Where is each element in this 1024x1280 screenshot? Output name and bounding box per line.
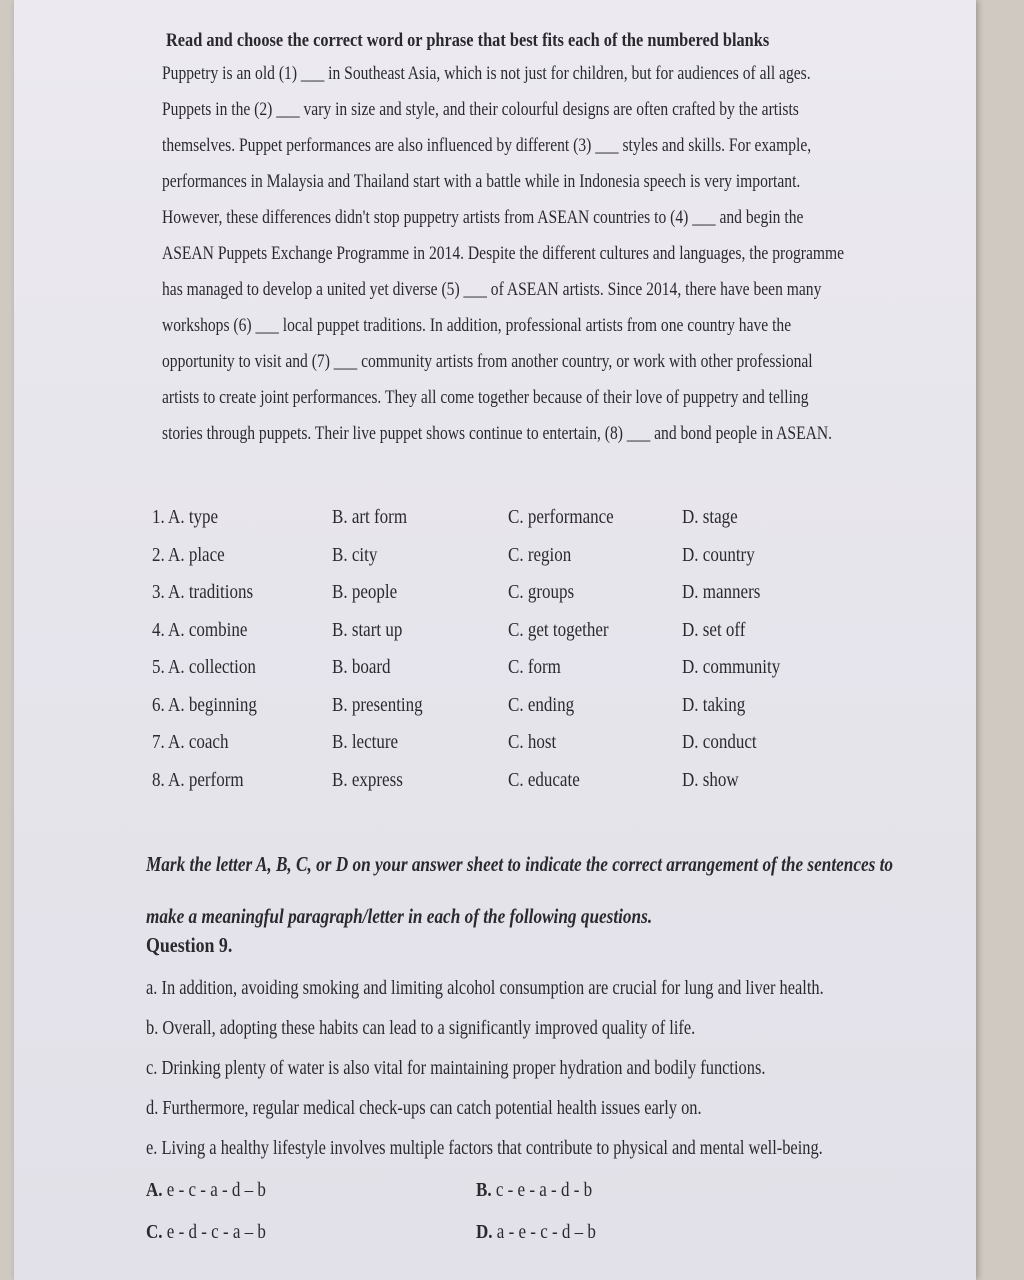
option-4c: C. get together xyxy=(508,618,609,641)
arrangement-instruction xyxy=(146,838,933,942)
option-1c: C. performance xyxy=(508,506,614,528)
option-6c: C. ending xyxy=(508,693,575,716)
arrangement-instruction-line: make a meaningful paragraph/letter in each of the following questions. xyxy=(146,904,653,928)
option-5a: 5. A. collection xyxy=(152,656,256,678)
choice-letter: B. xyxy=(476,1179,492,1201)
option-6a: 6. A. beginning xyxy=(152,693,257,716)
answer-options-table xyxy=(152,506,952,806)
option-5d: D. community xyxy=(682,656,781,678)
passage-line: ASEAN Puppets Exchange Programme in 2014. Despite the different cultures and languages, the programme xyxy=(162,243,845,264)
passage-line: has managed to develop a united yet diverse (5) ___ of ASEAN artists. Since 2014, there have been many xyxy=(162,279,822,300)
option-8c: C. educate xyxy=(508,768,580,791)
choice-text: a - e - c - d – b xyxy=(496,1221,596,1243)
choice-a xyxy=(146,1170,427,1210)
choice-c xyxy=(146,1212,427,1252)
option-8b: B. express xyxy=(332,768,403,791)
choice-b xyxy=(476,1170,731,1210)
option-8d: D. show xyxy=(682,768,739,791)
option-2a: 2. A. place xyxy=(152,543,225,566)
option-3c: C. groups xyxy=(508,581,575,603)
option-2b: B. city xyxy=(332,543,378,566)
choice-row-2 xyxy=(146,1212,1024,1252)
passage-line: themselves. Puppet performances are also influenced by different (3) ___ styles and skills. For example, xyxy=(162,135,812,156)
option-7d: D. conduct xyxy=(682,731,757,753)
sentence-c: c. Drinking plenty of water is also vital for maintaining proper hydration and bodily functions. xyxy=(146,1057,766,1079)
passage-line: opportunity to visit and (7) ___ community artists from another country, or work with other professional xyxy=(162,351,813,372)
option-row-6 xyxy=(152,694,952,732)
option-3b: B. people xyxy=(332,581,398,603)
worksheet-content xyxy=(146,28,946,1243)
choice-text: c - e - a - d - b xyxy=(495,1179,593,1201)
arrangement-instruction-line: Mark the letter A, B, C, or D on your answer sheet to indicate the correct arrangement of the sentences to xyxy=(146,852,894,876)
option-row-5 xyxy=(152,656,952,694)
passage-line: However, these differences didn't stop puppetry artists from ASEAN countries to (4) ___ and begin the xyxy=(162,207,804,228)
option-2d: D. country xyxy=(682,543,755,566)
option-4d: D. set off xyxy=(682,618,746,641)
choice-letter: C. xyxy=(146,1221,163,1243)
option-3d: D. manners xyxy=(682,581,761,603)
option-row-8 xyxy=(152,769,952,807)
option-3a: 3. A. traditions xyxy=(152,581,254,603)
option-4a: 4. A. combine xyxy=(152,618,248,641)
option-row-7 xyxy=(152,731,952,769)
passage-line: stories through puppets. Their live puppet shows continue to entertain, (8) ___ and bond people in ASEAN. xyxy=(162,423,832,444)
option-row-2 xyxy=(152,544,952,582)
option-row-3 xyxy=(152,581,952,619)
option-8a: 8. A. perform xyxy=(152,768,244,791)
option-7a: 7. A. coach xyxy=(152,731,229,753)
option-6d: D. taking xyxy=(682,693,746,716)
choice-row-1 xyxy=(146,1170,1024,1210)
reading-instruction: Read and choose the correct word or phrase that best fits each of the numbered blanks xyxy=(166,30,770,51)
option-7b: B. lecture xyxy=(332,731,399,753)
option-5b: B. board xyxy=(332,656,391,678)
passage-line: performances in Malaysia and Thailand start with a battle while in Indonesia speech is very important. xyxy=(162,171,801,192)
question-title: Question 9. xyxy=(146,933,233,957)
option-1a: 1. A. type xyxy=(152,506,219,528)
sentence-b: b. Overall, adopting these habits can lead to a significantly improved quality of life. xyxy=(146,1017,696,1039)
sentence-a: a. In addition, avoiding smoking and limiting alcohol consumption are crucial for lung and liver health. xyxy=(146,977,824,999)
option-4b: B. start up xyxy=(332,618,403,641)
passage-line: Puppetry is an old (1) ___ in Southeast Asia, which is not just for children, but for audiences of all ages. xyxy=(162,63,811,84)
choice-text: e - d - c - a – b xyxy=(166,1221,266,1243)
passage-line: artists to create joint performances. They all come together because of their love of puppetry and telling xyxy=(162,387,809,408)
choice-d xyxy=(476,1212,731,1252)
worksheet-page xyxy=(14,0,976,1280)
option-5c: C. form xyxy=(508,656,561,678)
option-2c: C. region xyxy=(508,543,572,566)
option-7c: C. host xyxy=(508,731,557,753)
option-row-4 xyxy=(152,619,952,657)
sentence-d: d. Furthermore, regular medical check-ups can catch potential health issues early on. xyxy=(146,1097,702,1119)
choice-text: e - c - a - d – b xyxy=(166,1179,266,1201)
option-1b: B. art form xyxy=(332,506,408,528)
option-6b: B. presenting xyxy=(332,693,423,716)
choice-letter: D. xyxy=(476,1221,493,1243)
question-9 xyxy=(146,933,1024,1252)
sentence-e: e. Living a healthy lifestyle involves multiple factors that contribute to physical and mental well-being. xyxy=(146,1137,823,1159)
passage-line: workshops (6) ___ local puppet traditions. In addition, professional artists from one country have the xyxy=(162,315,792,336)
option-1d: D. stage xyxy=(682,506,738,528)
choice-letter: A. xyxy=(146,1179,163,1201)
passage-line: Puppets in the (2) ___ vary in size and style, and their colourful designs are often crafted by the artists xyxy=(162,99,799,120)
cloze-passage xyxy=(162,56,941,452)
option-row-1 xyxy=(152,506,952,544)
